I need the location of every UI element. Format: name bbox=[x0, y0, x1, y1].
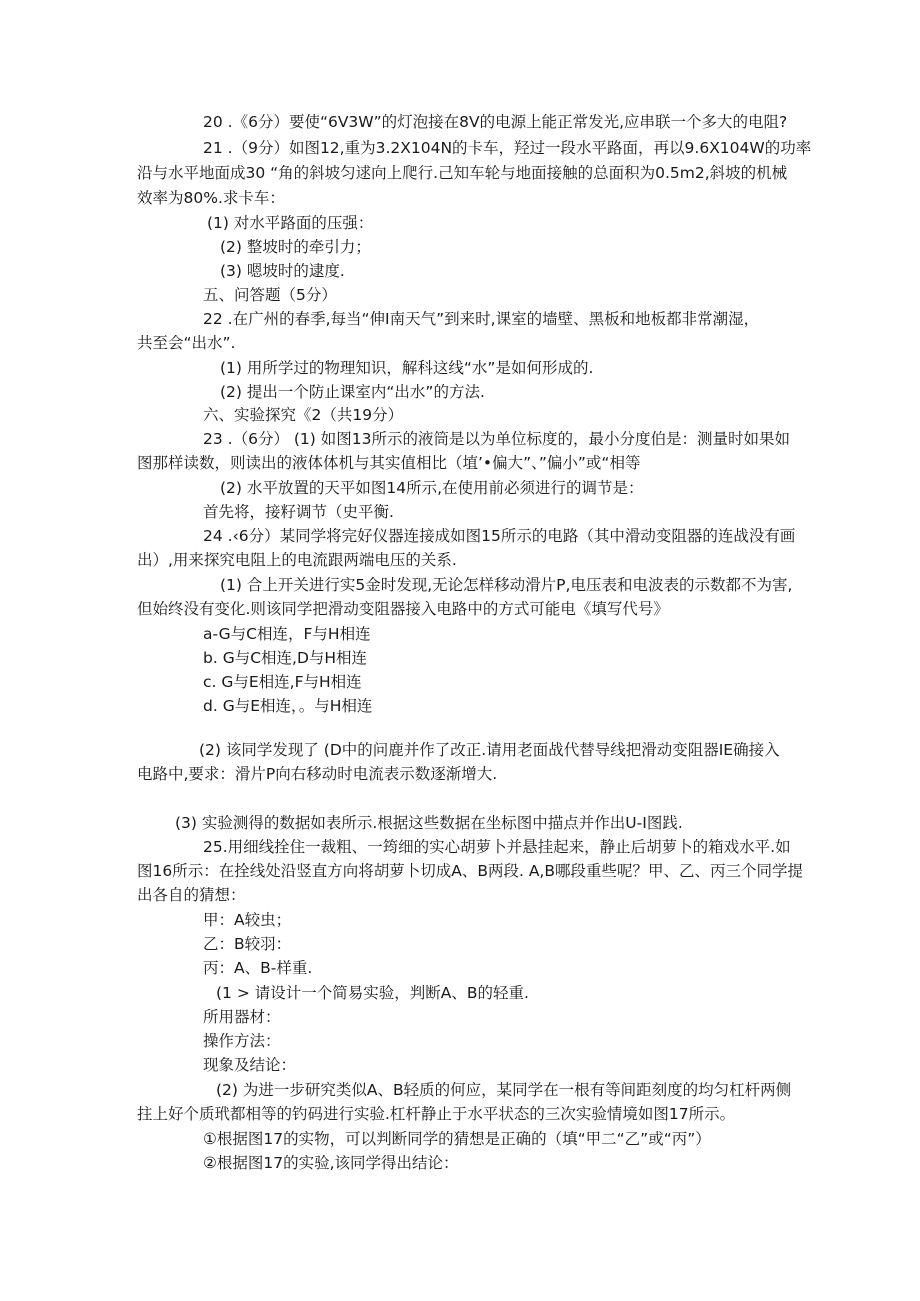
text-line: 操作方法： bbox=[203, 1032, 281, 1050]
text-line: 图那样读数，则读出的液体体机与其实值相比（埴’•偏大”、”偏小”或“相等 bbox=[137, 454, 641, 472]
text-line: 23 .（6分） (1) 如图13所示的液筒是以为单位标度的，最小分度伯是：测量时如果如 bbox=[203, 430, 790, 448]
text-line: (1 > 请设计一个简易实验，判断A、B的轻重. bbox=[216, 984, 529, 1002]
option-b: b. G与C相连,D与H相连 bbox=[203, 649, 368, 667]
option-c: c. G与E相连,F与H相连 bbox=[203, 673, 362, 691]
text-line: 现象及结论： bbox=[203, 1056, 297, 1074]
text-line: (1) 合上开关进行实5金时发现,无论怎样移动滑片P,电压表和电波表的示数都不为害, bbox=[220, 576, 793, 594]
text-line: 丙：A、B-样重. bbox=[203, 959, 313, 977]
text-line: (3) 实验测得的数据如表所示.根据这些数据在坐标图中描点并作出U-I图践. bbox=[175, 814, 683, 832]
option-a: a-G与C相连，F与H相连 bbox=[203, 625, 371, 643]
text-line: 甲：A较虫； bbox=[203, 911, 292, 929]
text-line: 所用器材： bbox=[203, 1008, 281, 1026]
text-line: (3) 嗯坡时的逮度. bbox=[220, 262, 345, 280]
text-line: 20 .《6分）要使“6V3W”的灯泡接在8V的电源上能正常发光,应串联一个多大的电阻? bbox=[203, 113, 788, 131]
text-line: (2) 提出一个防止课室内“出水”的方法. bbox=[220, 383, 485, 401]
text-line: ②根据图17的实验,该同学得出结论： bbox=[203, 1154, 459, 1172]
text-line: 沿与水平地面成30 “角的斜坡匀逑向上爬行.己知车轮与地面接触的总面积为0.5m2,斜坡的机械 bbox=[137, 164, 788, 182]
text-line: 效率为80%.求卡车： bbox=[137, 189, 285, 207]
text-line: 出）,用来探究电阻上的电流跟两端电压的关系. bbox=[137, 551, 457, 569]
text-line: 乙：B较羽： bbox=[203, 935, 292, 953]
text-line: (1) 用所学过的物理知识，解科这线“水”是如何形成的. bbox=[220, 359, 594, 377]
text-line: (1) 对水平路面的压强： bbox=[207, 214, 374, 232]
text-line: 图16所示：在拴线处沿竖直方向将胡萝卜切成A、B两段. A,B哪段重些呢？甲、乙、丙三个同学提 bbox=[137, 862, 803, 880]
section-heading: 六、实验探究《2（共19分） bbox=[203, 406, 404, 424]
text-line: 25.用细线拴住一裁粗、一筠细的实心胡萝卜并悬挂起来，静止后胡萝卜的箱戏水平.如 bbox=[203, 838, 791, 856]
text-line: (2) 整坡时的牵引力； bbox=[220, 238, 371, 256]
text-line: 22 .在广州的春季,每当“伸I南天气”到来时,课室的墙壁、黑板和地板都非常潮湿， bbox=[203, 310, 760, 328]
text-line: 24 .‹6分）某同学将完好仪器连接成如图15所示的电路（其中滑动变阻器的连战没有画 bbox=[203, 527, 796, 545]
text-line: 21 .（9分）如图12,重为3.2X104N的卡车，羟过一段水平路面，再以9.6X104W的功率 bbox=[203, 139, 812, 157]
text-line: 拄上好个质玳都相等的钓码进行实验.杠杆静止于水平状态的三次实验情境如图17所示。 bbox=[137, 1105, 736, 1123]
option-d: d. G与E相连，。与H相连 bbox=[203, 697, 373, 715]
text-line: (2) 水平放置的天平如图14所示,在使用前必须进行的调节是： bbox=[220, 479, 644, 497]
text-line: 但始终没有变化.则该同学把滑动变阻器接入电路中的方式可能电《填写代号》 bbox=[137, 600, 669, 618]
text-line: 共至会“出水”. bbox=[137, 334, 236, 352]
section-heading: 五、问答题（5分） bbox=[203, 286, 337, 304]
text-line: 电路中,要求：滑片P向右移动时电流表示数逐渐增大. bbox=[137, 765, 498, 783]
text-line: 首先将，接籽调节（史平衡. bbox=[203, 503, 394, 521]
text-line: (2) 该同学发现了 (D中的问鹿并作了改正.请用老面战代替导线把滑动变阻器IE确接入 bbox=[199, 741, 780, 759]
text-line: 出各自的猜想： bbox=[137, 886, 246, 904]
text-line: (2) 为进一步研究类似A、B轻质的何应，某同学在一根有等间距刻度的均匀杠杆两侧 bbox=[216, 1081, 792, 1099]
text-line: ①根据图17的实物，可以判断同学的猜想是正确的（填“甲二“乙”或“丙”） bbox=[203, 1130, 711, 1148]
